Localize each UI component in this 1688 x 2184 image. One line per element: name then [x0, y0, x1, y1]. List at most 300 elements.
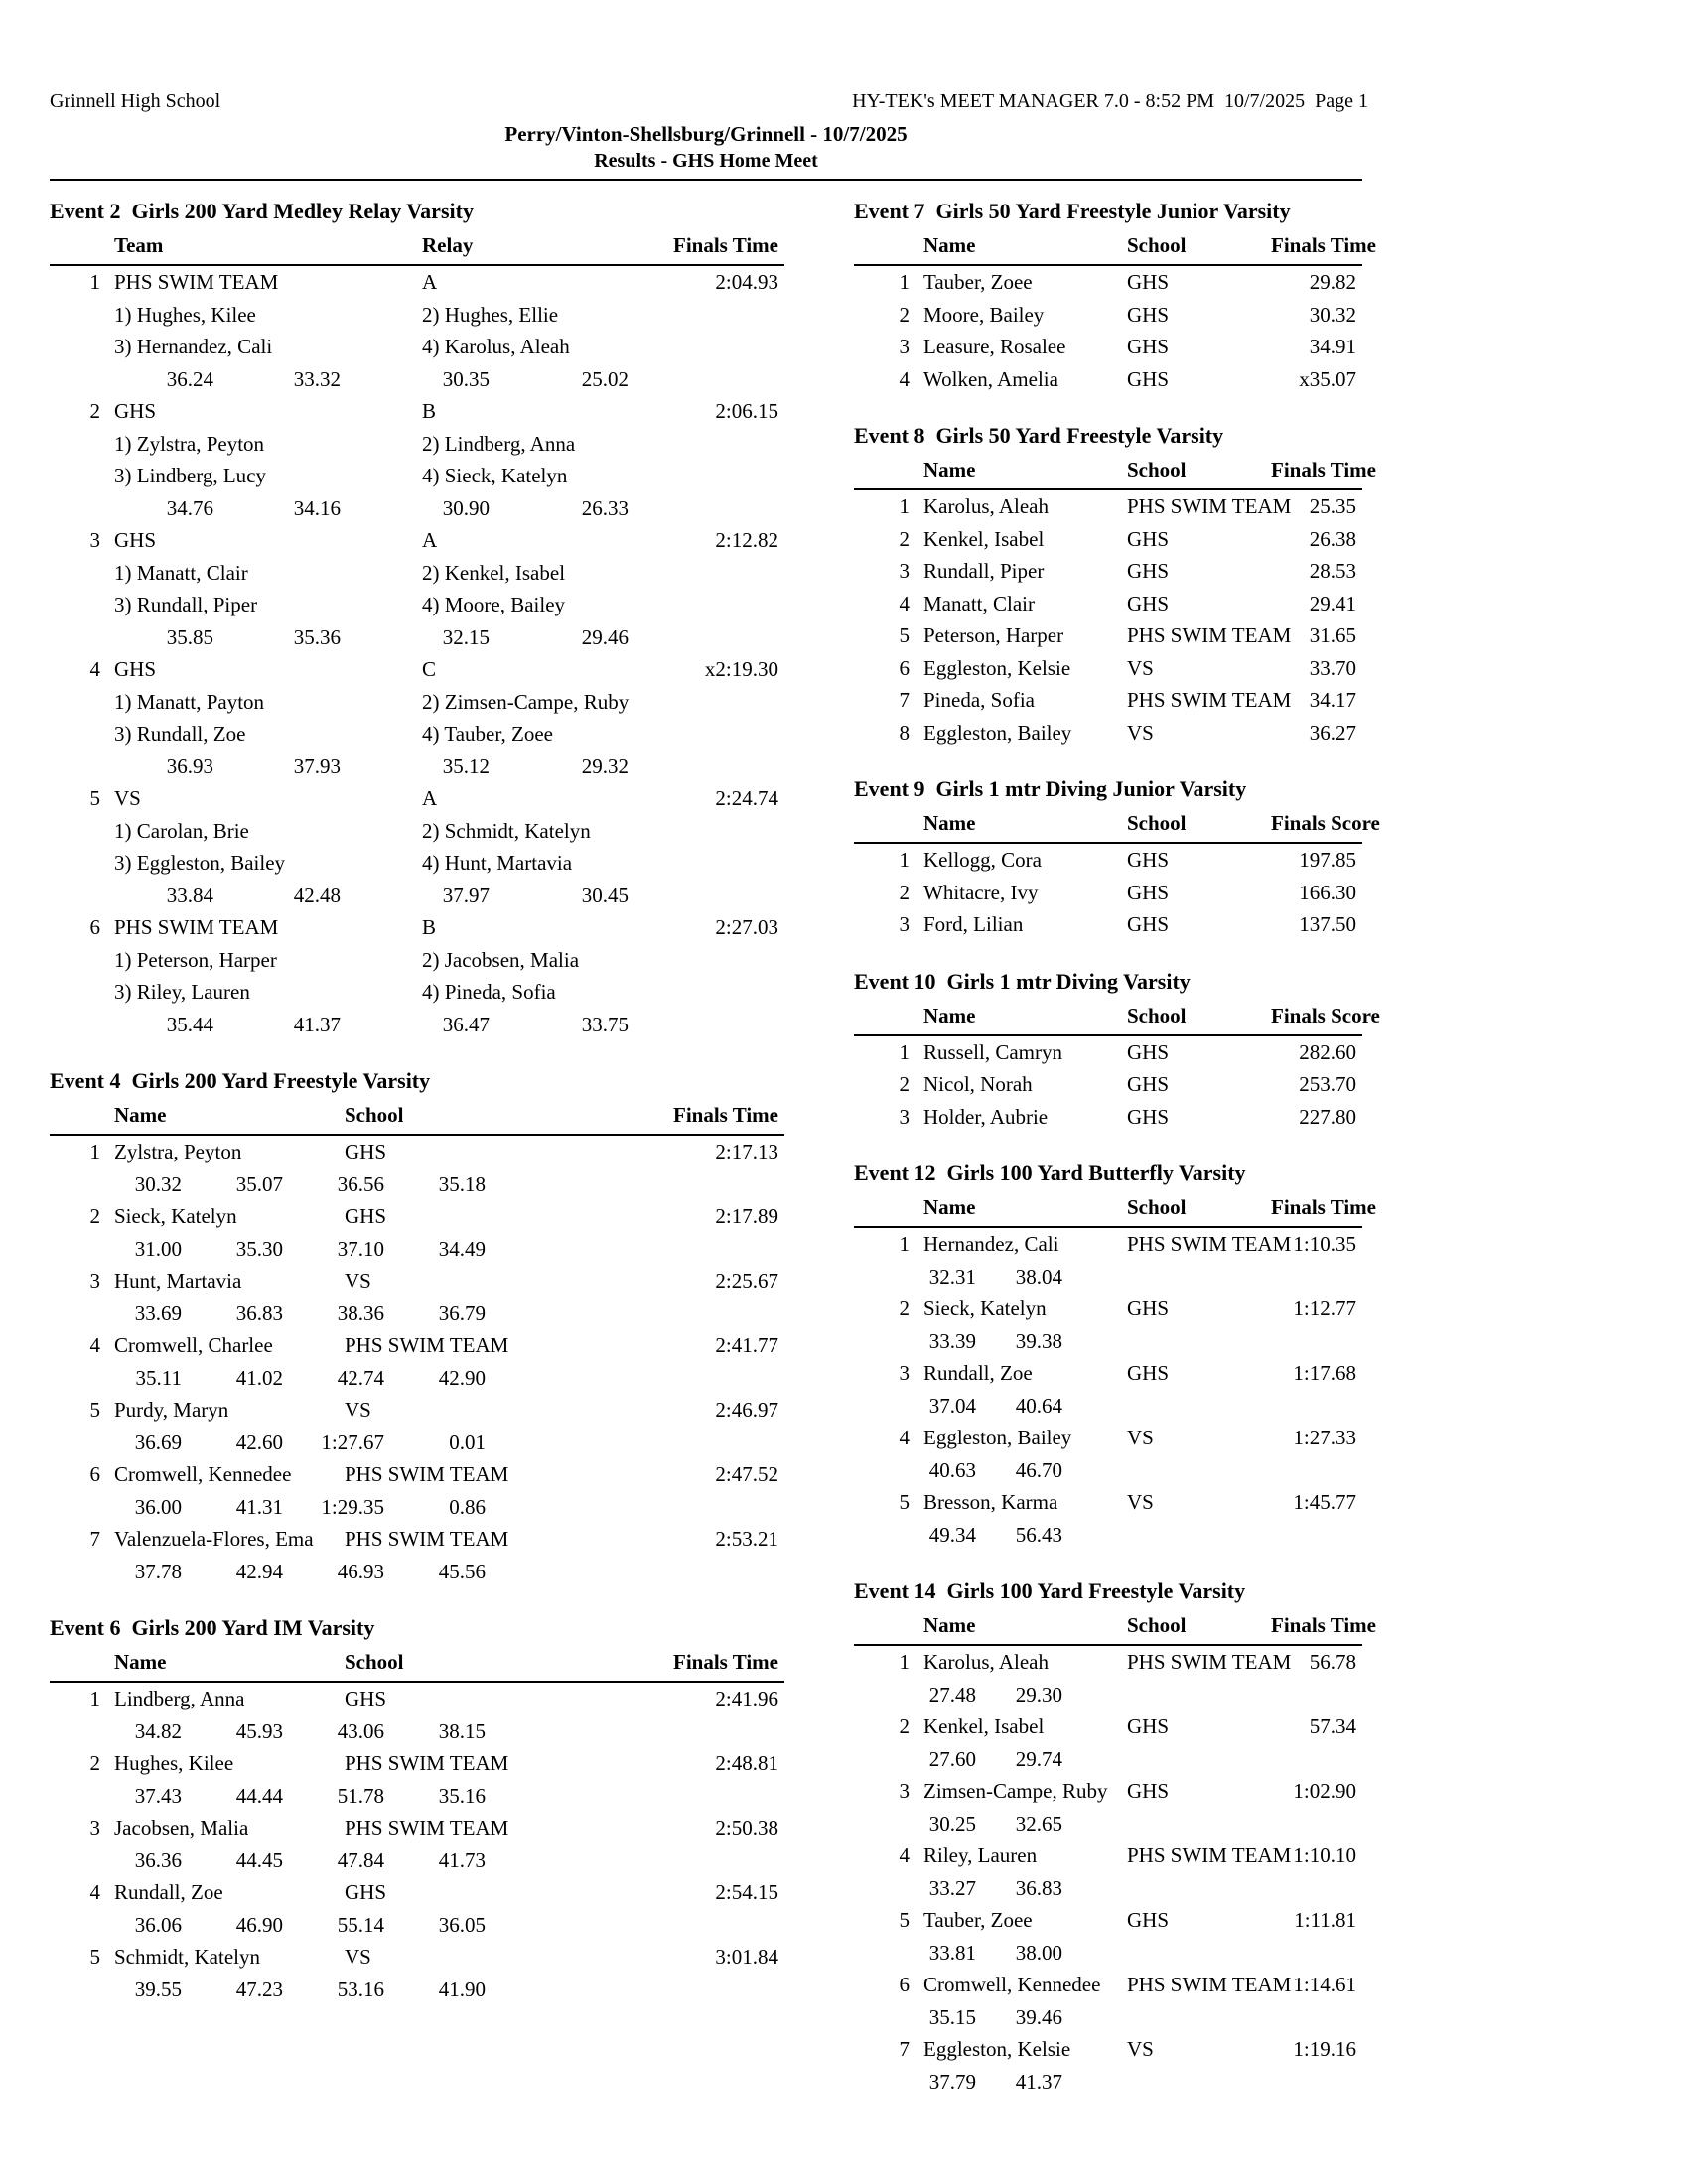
relay-swimmers-row: [50, 331, 784, 363]
finals-time: 34.91: [1309, 335, 1356, 358]
relay-swimmer: 2) Kenkel, Isabel: [422, 560, 566, 585]
split-time: 42.48: [293, 883, 341, 907]
swimmer-name: Sieck, Katelyn: [923, 1297, 1047, 1320]
result-row: [854, 717, 1362, 750]
col-header-school: School: [345, 1650, 404, 1674]
event-section-10: [854, 965, 1380, 1134]
splits-row: [50, 1233, 784, 1266]
place-number: 1: [899, 270, 910, 294]
result-row: [50, 1523, 784, 1556]
relay-swimmer: 1) Hughes, Kilee: [114, 302, 256, 327]
school-name: GHS: [1127, 559, 1170, 583]
relay-swimmer: 1) Carolan, Brie: [114, 818, 249, 843]
split-time: 44.45: [235, 1847, 283, 1872]
place-number: 5: [899, 623, 910, 647]
event-title: Event 12 Girls 100 Yard Butterfly Varsity: [854, 1160, 1246, 1185]
column-headers: [50, 230, 784, 266]
finals-time: 28.53: [1309, 559, 1356, 583]
team-name: GHS: [114, 657, 157, 681]
relay-swimmers-row: [50, 686, 784, 719]
finals-time: 2:41.96: [715, 1687, 778, 1710]
finals-time: 29.41: [1309, 591, 1356, 615]
split-time: 1:29.35: [321, 1494, 384, 1519]
finals-time: 1:14.61: [1293, 1973, 1356, 1996]
split-time: 35.36: [293, 624, 341, 649]
place-number: 7: [89, 1527, 100, 1551]
place-number: 5: [89, 786, 100, 810]
col-header-finals: Finals Time: [1271, 1613, 1376, 1637]
place-number: 3: [89, 1269, 100, 1293]
split-time: 38.04: [1015, 1264, 1062, 1289]
school-name: VS: [345, 1945, 371, 1969]
relay-swimmer: 2) Lindberg, Anna: [422, 431, 576, 456]
result-row: [50, 1329, 784, 1362]
relay-swimmers-row: [50, 299, 784, 332]
swimmer-name: Bresson, Karma: [923, 1490, 1058, 1514]
swimmer-name: Rundall, Piper: [923, 559, 1045, 583]
event-title: Event 4 Girls 200 Yard Freestyle Varsity: [50, 1068, 431, 1093]
place-number: 4: [899, 591, 910, 615]
result-row: [854, 266, 1362, 299]
split-time: 35.44: [166, 1012, 213, 1036]
splits-row: [50, 1009, 784, 1041]
swimmer-name: Jacobsen, Malia: [114, 1816, 249, 1840]
school-name: VS: [1127, 720, 1154, 745]
result-row: [50, 1683, 784, 1715]
school-name: VS: [1127, 655, 1154, 680]
split-time: 35.12: [442, 753, 490, 778]
finals-time: 1:27.33: [1293, 1426, 1356, 1449]
swimmer-name: Ford, Lilian: [923, 912, 1024, 936]
splits-row: [854, 1261, 1362, 1294]
place-number: 4: [89, 1333, 100, 1357]
result-row: [50, 1265, 784, 1297]
place-number: 6: [89, 1462, 100, 1486]
col-header-finals: Finals Time: [1271, 1195, 1376, 1219]
result-row: [50, 782, 784, 815]
relay-swimmer: 1) Zylstra, Peyton: [114, 431, 265, 456]
split-time: 30.35: [442, 366, 490, 391]
split-time: 27.60: [928, 1746, 976, 1771]
splits-row: [854, 1679, 1362, 1711]
school-name: GHS: [1127, 1297, 1170, 1320]
finals-time: 29.82: [1309, 270, 1356, 294]
result-row: [854, 1775, 1362, 1808]
split-time: 55.14: [337, 1912, 384, 1937]
splits-row: [50, 1909, 784, 1942]
split-time: 39.55: [134, 1977, 182, 2001]
finals-time: 34.17: [1309, 688, 1356, 712]
school-name: VS: [345, 1398, 371, 1422]
school-name: VS: [1127, 2037, 1154, 2061]
relay-swimmer: 2) Jacobsen, Malia: [422, 947, 580, 972]
relay-swimmers-row: [50, 718, 784, 751]
finals-time: 1:19.16: [1293, 2037, 1356, 2061]
place-number: 2: [899, 1297, 910, 1320]
finals-time: 33.70: [1309, 655, 1356, 680]
splits-row: [50, 363, 784, 396]
meet-manager-header: HY-TEK's MEET MANAGER 7.0 - 8:52 PM 10/7/2025 Page 1: [852, 90, 1368, 112]
finals-time: 2:41.77: [715, 1333, 778, 1357]
place-number: 1: [89, 270, 100, 294]
result-row: [50, 524, 784, 557]
relay-swimmers-row: [50, 428, 784, 461]
col-header-place: [854, 1610, 923, 1644]
col-header-place: [854, 455, 923, 488]
swimmer-name: Kenkel, Isabel: [923, 526, 1045, 551]
meet-subtitle: Results - GHS Home Meet: [594, 150, 818, 172]
swimmer-name: Kenkel, Isabel: [923, 1714, 1045, 1738]
school-name: PHS SWIM TEAM: [1127, 688, 1292, 712]
place-number: 6: [899, 655, 910, 680]
column-left: [50, 181, 784, 2005]
split-time: 43.06: [337, 1718, 384, 1743]
col-header-school: School: [345, 1103, 404, 1127]
event-title: Event 10 Girls 1 mtr Diving Varsity: [854, 968, 1191, 994]
finals-time: 282.60: [1299, 1039, 1356, 1064]
result-row: [854, 331, 1362, 363]
splits-row: [50, 1297, 784, 1330]
col-header-place: [854, 808, 923, 842]
school-name: GHS: [1127, 526, 1170, 551]
results-columns: [50, 181, 1380, 2098]
event-section-12: [854, 1157, 1376, 1551]
result-row: [854, 1422, 1362, 1454]
swimmer-name: Whitacre, Ivy: [923, 880, 1039, 904]
team-name: GHS: [114, 528, 157, 552]
team-name: GHS: [114, 399, 157, 423]
splits-row: [50, 1974, 784, 2006]
result-row: [854, 877, 1362, 909]
school-name: PHS SWIM TEAM: [1127, 1650, 1292, 1674]
result-row: [50, 266, 784, 299]
col-header-name: Name: [923, 1195, 976, 1219]
col-header-finals: Finals Time: [673, 1650, 778, 1674]
split-time: 47.84: [337, 1847, 384, 1872]
finals-time: 1:12.77: [1293, 1297, 1356, 1320]
split-time: 35.11: [135, 1365, 182, 1390]
swimmer-name: Zylstra, Peyton: [114, 1140, 242, 1163]
result-row: [854, 363, 1362, 396]
col-header-school: School: [1127, 458, 1187, 481]
splits-row: [50, 1556, 784, 1588]
place-number: 2: [899, 1714, 910, 1738]
split-time: 31.00: [134, 1236, 182, 1261]
relay-swimmers-indent: [50, 976, 114, 1009]
split-time: 35.15: [928, 2004, 976, 2029]
school-name: GHS: [1127, 848, 1170, 872]
split-time: 36.36: [134, 1847, 182, 1872]
relay-swimmer: 2) Hughes, Ellie: [422, 302, 559, 327]
splits-row: [854, 1872, 1362, 1905]
split-time: 34.82: [134, 1718, 182, 1743]
event-section-4: [50, 1064, 784, 1587]
results-page: [50, 89, 1380, 2098]
result-row: [854, 1969, 1362, 2001]
col-header-place: [50, 1647, 114, 1681]
result-row: [854, 490, 1362, 523]
place-number: 1: [899, 1232, 910, 1256]
relay-letter: B: [422, 399, 437, 423]
result-row: [50, 395, 784, 428]
result-row: [854, 1068, 1362, 1101]
result-row: [854, 299, 1362, 332]
school-name: GHS: [345, 1880, 387, 1904]
relay-swimmers-row: [50, 557, 784, 590]
split-time: 42.90: [438, 1365, 486, 1390]
split-time: 25.02: [581, 366, 629, 391]
relay-swimmers-indent: [50, 299, 114, 332]
split-time: 41.02: [235, 1365, 283, 1390]
place-number: 4: [899, 366, 910, 391]
finals-time: 2:46.97: [715, 1398, 778, 1422]
school-name: PHS SWIM TEAM: [1127, 623, 1292, 647]
relay-swimmers-row: [50, 460, 784, 492]
relay-swimmers-row: [50, 976, 784, 1009]
school-name: GHS: [1127, 335, 1170, 358]
place-number: 3: [899, 1104, 910, 1129]
result-row: [50, 653, 784, 686]
split-time: 36.05: [438, 1912, 486, 1937]
col-header-finals: Finals Time: [1271, 458, 1376, 481]
relay-swimmers-indent: [50, 815, 114, 848]
result-row: [854, 1228, 1362, 1261]
split-time: 32.65: [1015, 1811, 1062, 1836]
place-number: 4: [899, 1843, 910, 1867]
column-headers: [50, 1100, 784, 1136]
splits-row: [50, 1362, 784, 1395]
finals-time: 1:45.77: [1293, 1490, 1356, 1514]
school-name: GHS: [1127, 1714, 1170, 1738]
splits-row: [854, 1519, 1362, 1552]
column-right: [854, 181, 1380, 2098]
relay-swimmers-row: [50, 589, 784, 621]
split-time: 30.90: [442, 495, 490, 520]
col-header-school: School: [1127, 1003, 1187, 1027]
result-row: [50, 1394, 784, 1427]
swimmer-name: Riley, Lauren: [923, 1843, 1038, 1867]
result-row: [854, 908, 1362, 941]
col-header-place: [854, 1192, 923, 1226]
result-row: [854, 1904, 1362, 1937]
school-name: PHS SWIM TEAM: [345, 1751, 509, 1775]
place-number: 6: [89, 915, 100, 939]
place-number: 4: [899, 1426, 910, 1449]
splits-row: [50, 751, 784, 783]
relay-letter: C: [422, 657, 437, 681]
relay-swimmer: 4) Sieck, Katelyn: [422, 464, 568, 487]
column-headers: [854, 1001, 1380, 1036]
split-time: 37.97: [442, 883, 490, 907]
relay-swimmers-row: [50, 944, 784, 977]
split-time: 42.60: [235, 1430, 283, 1454]
split-time: 36.24: [166, 366, 213, 391]
school-name: GHS: [1127, 1039, 1170, 1064]
event-title: Event 9 Girls 1 mtr Diving Junior Varsity: [854, 776, 1247, 801]
result-row: [854, 1036, 1362, 1069]
relay-swimmer: 4) Hunt, Martavia: [422, 851, 573, 875]
col-header-school: School: [1127, 1195, 1187, 1219]
splits-row: [854, 1937, 1362, 1970]
finals-time: 2:53.21: [715, 1527, 778, 1551]
col-header-finals: Finals Time: [673, 1103, 778, 1127]
split-time: 29.74: [1015, 1746, 1062, 1771]
school-name: GHS: [1127, 1779, 1170, 1803]
place-number: 5: [899, 1490, 910, 1514]
finals-time: 31.65: [1309, 623, 1356, 647]
swimmer-name: Eggleston, Bailey: [923, 1426, 1072, 1449]
place-number: 2: [899, 526, 910, 551]
col-header-school: School: [1127, 811, 1187, 835]
school-name: GHS: [1127, 591, 1170, 615]
school-name: GHS: [1127, 270, 1170, 294]
col-header-name: Name: [923, 233, 976, 257]
result-row: [50, 1458, 784, 1491]
split-time: 37.43: [134, 1783, 182, 1808]
split-time: 38.00: [1015, 1940, 1062, 1965]
splits-row: [854, 1808, 1362, 1841]
result-row: [50, 1941, 784, 1974]
place-number: 2: [899, 1072, 910, 1096]
split-time: 26.33: [581, 495, 629, 520]
place-number: 4: [89, 1880, 100, 1904]
relay-swimmers-row: [50, 847, 784, 880]
split-time: 29.30: [1015, 1682, 1062, 1706]
split-time: 41.37: [293, 1012, 341, 1036]
relay-letter: A: [422, 270, 438, 294]
result-row: [50, 1747, 784, 1780]
school-name: VS: [1127, 1490, 1154, 1514]
place-number: 3: [899, 1361, 910, 1385]
split-time: 36.47: [442, 1012, 490, 1036]
column-headers: [854, 1192, 1376, 1228]
school-name: PHS SWIM TEAM: [345, 1527, 509, 1551]
place-number: 7: [899, 2037, 910, 2061]
event-section-14: [854, 1574, 1376, 2098]
place-number: 3: [899, 335, 910, 358]
place-number: 1: [899, 494, 910, 518]
split-time: 37.78: [134, 1559, 182, 1583]
result-row: [854, 523, 1362, 556]
school-name: PHS SWIM TEAM: [1127, 1843, 1292, 1867]
swimmer-name: Hughes, Kilee: [114, 1751, 234, 1775]
relay-swimmer: 4) Moore, Bailey: [422, 593, 566, 616]
relay-swimmer: 1) Manatt, Clair: [114, 560, 248, 585]
split-time: 33.32: [293, 366, 341, 391]
result-row: [854, 588, 1362, 620]
school-name: GHS: [1127, 1361, 1170, 1385]
place-number: 2: [89, 1751, 100, 1775]
event-title: Event 7 Girls 50 Yard Freestyle Junior Varsity: [854, 199, 1291, 223]
result-row: [50, 1200, 784, 1233]
split-time: 40.63: [928, 1457, 976, 1482]
splits-row: [50, 1715, 784, 1748]
event-section-9: [854, 772, 1380, 941]
team-name: PHS SWIM TEAM: [114, 915, 279, 939]
splits-row: [50, 1168, 784, 1201]
swimmer-name: Wolken, Amelia: [923, 366, 1058, 391]
swimmer-name: Nicol, Norah: [923, 1072, 1033, 1096]
splits-row: [854, 1390, 1362, 1423]
place-number: 2: [899, 880, 910, 904]
place-number: 1: [89, 1687, 100, 1710]
school-name: GHS: [1127, 880, 1170, 904]
split-time: 27.48: [928, 1682, 976, 1706]
split-time: 41.73: [438, 1847, 486, 1872]
col-header-place: [854, 1001, 923, 1034]
event-section-7: [854, 195, 1376, 395]
split-time: 38.15: [438, 1718, 486, 1743]
relay-swimmers-indent: [50, 428, 114, 461]
splits-row: [50, 1780, 784, 1813]
split-time: 36.79: [438, 1300, 486, 1325]
split-time: 39.46: [1015, 2004, 1062, 2029]
relay-letter: B: [422, 915, 437, 939]
col-header-finals: Finals Time: [673, 233, 778, 257]
swimmer-name: Rundall, Zoe: [114, 1880, 223, 1904]
result-row: [854, 1710, 1362, 1743]
result-row: [854, 684, 1362, 717]
school-name: VS: [345, 1269, 371, 1293]
finals-time: 30.32: [1309, 302, 1356, 327]
split-time: 44.44: [235, 1783, 283, 1808]
relay-swimmer: 3) Hernandez, Cali: [114, 335, 273, 358]
split-time: 41.31: [235, 1494, 283, 1519]
column-headers: [854, 230, 1376, 266]
place-number: 1: [899, 1039, 910, 1064]
split-time: 40.64: [1015, 1393, 1062, 1418]
split-time: 30.32: [134, 1171, 182, 1196]
event-section-8: [854, 419, 1376, 749]
finals-time: x2:19.30: [704, 657, 778, 681]
col-header-school: School: [1127, 1613, 1187, 1637]
column-headers: [50, 1647, 784, 1683]
place-number: 1: [89, 1140, 100, 1163]
finals-time: 2:48.81: [715, 1751, 778, 1775]
col-header-name: Name: [923, 458, 976, 481]
result-row: [854, 555, 1362, 588]
swimmer-name: Karolus, Aleah: [923, 1650, 1049, 1674]
col-header-finals: Finals Score: [1271, 1003, 1380, 1027]
place-number: 2: [89, 1204, 100, 1228]
col-header-name: Name: [923, 1003, 976, 1027]
split-time: 35.18: [438, 1171, 486, 1196]
relay-letter: A: [422, 528, 438, 552]
finals-time: 1:10.10: [1293, 1843, 1356, 1867]
split-time: 35.30: [235, 1236, 283, 1261]
swimmer-name: Purdy, Maryn: [114, 1398, 229, 1422]
split-time: 46.70: [1015, 1457, 1062, 1482]
split-time: 49.34: [928, 1522, 976, 1547]
split-time: 42.74: [337, 1365, 384, 1390]
school-name: GHS: [1127, 1908, 1170, 1932]
splits-row: [50, 880, 784, 912]
column-headers: [854, 808, 1380, 844]
place-number: 8: [899, 720, 910, 745]
place-number: 3: [89, 528, 100, 552]
relay-swimmer: 3) Eggleston, Bailey: [114, 851, 286, 875]
school-name: PHS SWIM TEAM: [345, 1462, 509, 1486]
split-time: 45.56: [438, 1559, 486, 1583]
swimmer-name: Karolus, Aleah: [923, 494, 1049, 518]
finals-time: 2:50.38: [715, 1816, 778, 1840]
split-time: 30.45: [581, 883, 629, 907]
finals-time: 2:27.03: [715, 915, 778, 939]
finals-time: 3:01.84: [715, 1945, 778, 1969]
swimmer-name: Eggleston, Bailey: [923, 720, 1072, 745]
col-header-school: School: [1127, 233, 1187, 257]
split-time: 46.90: [235, 1912, 283, 1937]
